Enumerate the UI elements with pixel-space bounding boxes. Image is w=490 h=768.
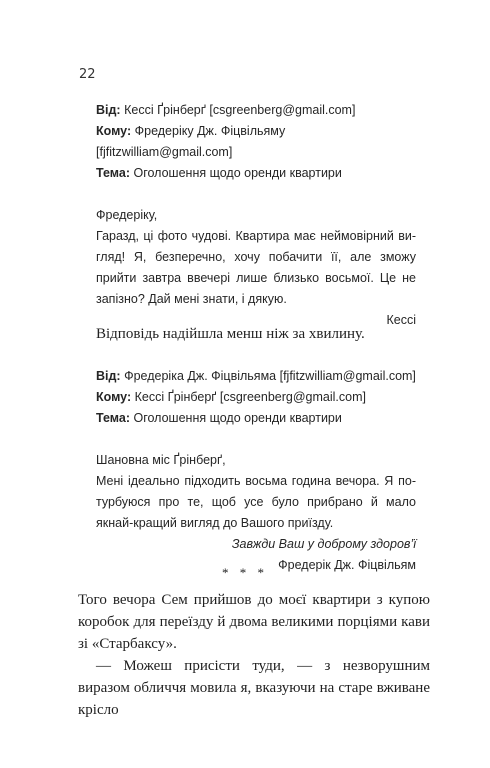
to-label: Кому: [96, 390, 132, 404]
narrative-paragraph: — Можеш присісти туди, — з незворушним виразом обличчя мовила я, вказуючи на старе вживане крісло [78, 658, 430, 718]
email-from-row [96, 100, 416, 121]
email-subject-row [96, 163, 416, 184]
email-to-address: [fjfitzwilliam@gmail.com] [96, 145, 233, 159]
narrative-paragraph: Того вечора Сем прийшов до моєї квартири з купою коробок для переїзду й двома великими порціями кави зі «Старбаксу». [78, 592, 430, 652]
email-body: Мені ідеально підходить восьма година вечора. Я по-турбуюся про те, щоб усе було прибрано й мало якнай-кращий вигляд до Вашого приїзду. [96, 474, 416, 530]
to-value: Кессі Ґрінберґ [csgreenberg@gmail.com] [134, 390, 366, 404]
reply-note: Відповідь надійшла менш ніж за хвилину. [96, 326, 365, 342]
email-from-row [96, 366, 416, 387]
from-label: Від: [96, 369, 121, 383]
page-number: 22 [79, 67, 96, 82]
subject-value: Оголошення щодо оренди квартири [133, 411, 342, 425]
to-value: Фредеріку Дж. Фіцвільяму [134, 124, 286, 138]
subject-label: Тема: [96, 166, 130, 180]
subject-label: Тема: [96, 411, 130, 425]
email-message-1 [96, 100, 416, 331]
email-greeting: Шановна міс Ґрінберґ, [96, 453, 226, 467]
email-to-row [96, 387, 416, 408]
email-to-row [96, 121, 416, 142]
to-label: Кому: [96, 124, 132, 138]
email-closing: Завжди Ваш у доброму здоров’ї [231, 537, 416, 551]
email-signature: Фредерік Дж. Фіцвільям [278, 558, 416, 572]
from-value: Фредеріка Дж. Фіцвільяма [fjfitzwilliam@gmail.com] [124, 369, 416, 383]
email-message-2 [96, 366, 416, 576]
from-label: Від: [96, 103, 121, 117]
email-body: Гаразд, ці фото чудові. Квартира має неймовірний ви-гляд! Я, безперечно, хочу побачити її, але зможу прийти завтра ввечері лише близько восьмої. Це не запізно? Дай мені знати, і дякую. [96, 229, 416, 306]
email-signature: Кессі [386, 313, 416, 327]
email-subject-row [96, 408, 416, 429]
email-greeting: Фредеріку, [96, 208, 158, 222]
section-separator: * * * [222, 565, 268, 580]
narrative-text [78, 589, 430, 721]
from-value: Кессі Ґрінберґ [csgreenberg@gmail.com] [124, 103, 356, 117]
subject-value: Оголошення щодо оренди квартири [133, 166, 342, 180]
